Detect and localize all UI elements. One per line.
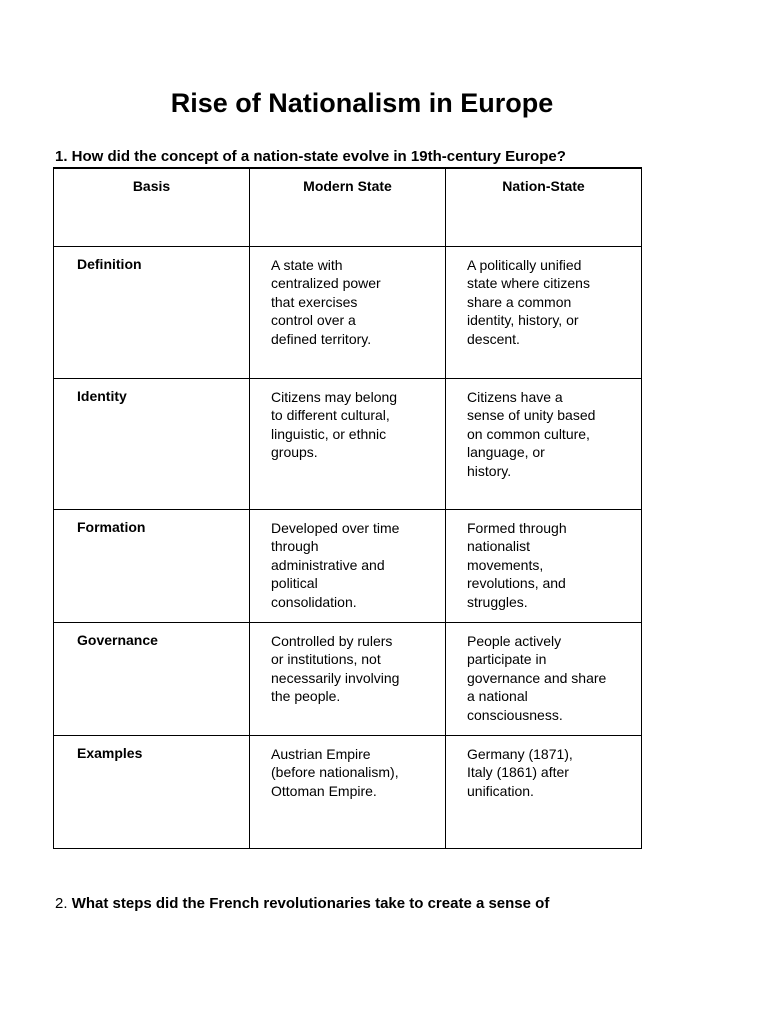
question-2-text: What steps did the French revolutionaries take to create a sense of <box>71 895 550 912</box>
modern-identity: Citizens may belong to different cultural, linguistic, or ethnic groups. <box>250 378 446 509</box>
basis-examples: Examples <box>54 735 250 848</box>
header-nation-state: Nation-State <box>446 168 642 246</box>
nation-governance: People actively participate in governance and share a national consciousness. <box>446 622 642 735</box>
question-2 <box>55 895 549 912</box>
nation-identity: Citizens have a sense of unity based on common culture, language, or history. <box>446 378 642 509</box>
comparison-table <box>53 167 642 849</box>
basis-governance: Governance <box>54 622 250 735</box>
basis-identity: Identity <box>54 378 250 509</box>
table-row <box>54 509 642 622</box>
basis-formation: Formation <box>54 509 250 622</box>
question-2-number: 2. <box>55 895 68 912</box>
modern-formation: Developed over time through administrative and political consolidation. <box>250 509 446 622</box>
basis-definition: Definition <box>54 246 250 378</box>
modern-examples: Austrian Empire (before nationalism), Ottoman Empire. <box>250 735 446 848</box>
page-title: Rise of Nationalism in Europe <box>170 88 554 118</box>
header-basis: Basis <box>54 168 250 246</box>
nation-examples: Germany (1871), Italy (1861) after unification. <box>446 735 642 848</box>
table-row <box>54 622 642 735</box>
table-row <box>54 378 642 509</box>
table-header-row <box>54 168 642 246</box>
header-modern-state: Modern State <box>250 168 446 246</box>
table-row <box>54 735 642 848</box>
question-1: 1. How did the concept of a nation-state evolve in 19th-century Europe? <box>55 148 566 165</box>
nation-definition: A politically unified state where citizens share a common identity, history, or descent. <box>446 246 642 378</box>
table-row <box>54 246 642 378</box>
modern-definition: A state with centralized power that exercises control over a defined territory. <box>250 246 446 378</box>
nation-formation: Formed through nationalist movements, revolutions, and struggles. <box>446 509 642 622</box>
modern-governance: Controlled by rulers or institutions, not necessarily involving the people. <box>250 622 446 735</box>
